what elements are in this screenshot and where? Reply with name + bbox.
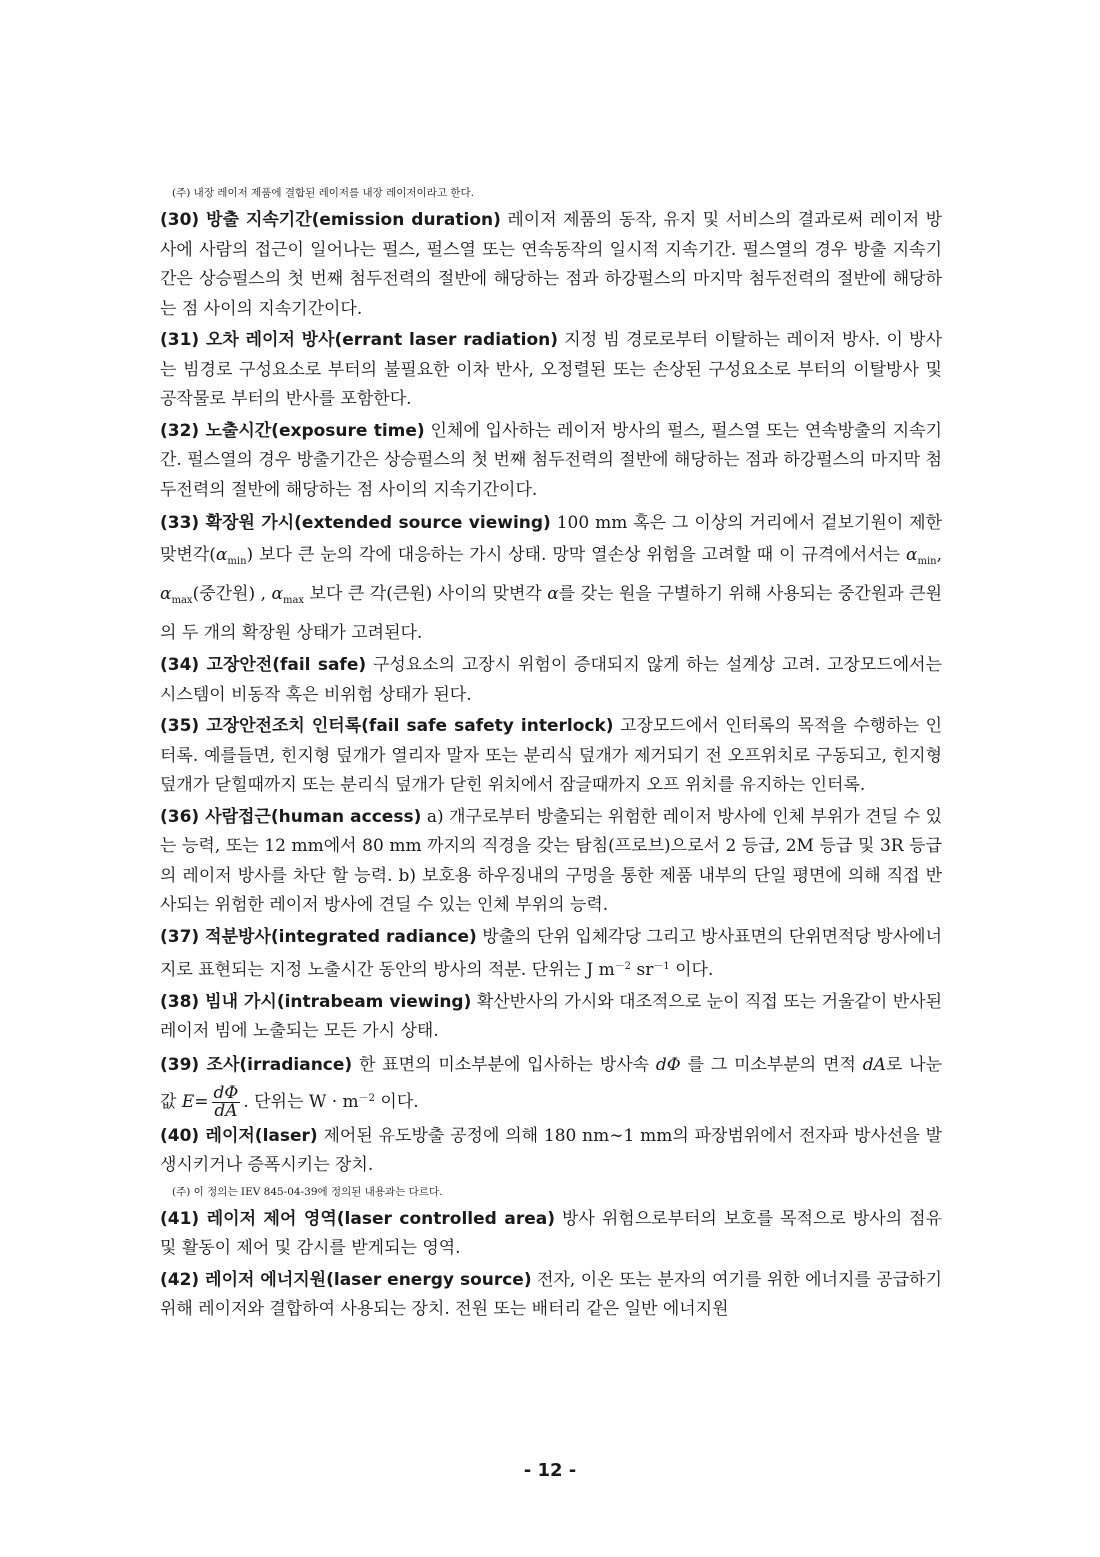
definition-33: [160, 507, 942, 649]
definition-head: (42) 레이저 에너지원(laser energy source): [160, 1269, 532, 1290]
definition-32: [160, 417, 942, 506]
definition-body: 고장모드에서 인터록의 목적을 수행하는 인터록. 예를들면, 힌지형 덮개가 열리자 말자 또는 분리식 덮개가 제거되기 전 오프위치로 구동되고, 힌지형 덮개가 닫힐때까지 또는 분리식 덮개가 닫힌 위치에서 잠글때까지 오프 위치를 유지하는 인터록.: [160, 716, 942, 795]
definition-34: [160, 651, 942, 710]
definition-head: (40) 레이저(laser): [160, 1125, 318, 1146]
definition-body: 전자, 이온 또는 분자의 여기를 위한 에너지를 공급하기 위해 레이저와 결합하여 사용되는 장치. 전원 또는 배터리 같은 일반 에너지원: [160, 1269, 943, 1319]
exponent: －2: [614, 961, 632, 972]
definition-text: 방출의 단위 입체각당 그리고 방사표면의 단위면적당 방사에너지로 표현되는 지정 노출시간 동안의 방사의 적분. 단위는: [160, 926, 942, 980]
exponent: －1: [653, 961, 670, 972]
unit: W · m: [308, 1091, 359, 1112]
definition-body: 방사 위험으로부터의 보호를 목적으로 방사의 점유 및 활동이 제어 및 감시를 받게되는 영역.: [160, 1208, 942, 1258]
definition-text: 를 갖는 원을 구별하기 위해 사용되는 중간원과 큰원의 두 개의 확장원 상태가 고려된다.: [160, 584, 942, 643]
area-symbol: dA: [862, 1054, 886, 1075]
definition-body: 확산반사의 가시와 대조적으로 눈이 직접 또는 거울같이 반사된 레이저 빔에 노출되는 모든 가시 상태.: [160, 991, 942, 1041]
definition-37: [160, 923, 942, 986]
definition-head: (39) 조사(irradiance): [160, 1054, 353, 1075]
definition-text: 로 나눈 값: [160, 1054, 942, 1112]
subscript-min: min: [917, 556, 937, 567]
definition-head: (33) 확장원 가시(extended source viewing): [160, 513, 551, 533]
equals-sign: =: [194, 1091, 209, 1112]
fraction-denominator: dA: [214, 1100, 238, 1121]
definition-text: 를 그 미소부분의 면적: [680, 1054, 863, 1075]
definition-36: [160, 803, 942, 921]
definition-30: [160, 206, 942, 324]
subscript-max: max: [282, 595, 305, 606]
unit: J m: [586, 960, 615, 980]
subscript-max: max: [171, 595, 193, 606]
alpha-symbol: α: [215, 545, 228, 565]
definition-head: (37) 적분방사(integrated radiance): [160, 926, 477, 947]
definition-39: [160, 1049, 942, 1120]
irradiance-symbol: E: [181, 1091, 195, 1112]
definition-head: (36) 사람접근(human access): [160, 806, 422, 827]
page-number: - 12 -: [523, 1460, 577, 1481]
definition-text: 한 표면의 미소부분에 입사하는 방사속: [352, 1054, 656, 1075]
document-body: [160, 186, 942, 1327]
alpha-symbol: α: [160, 584, 172, 604]
definition-body: a) 개구로부터 방출되는 위험한 레이저 방사에 인체 부위가 견딜 수 있는 능력, 또는 12 mm에서 80 mm 까지의 직경을 갖는 탐침(프로브)으로서 2 등급, 2M 등급 및 3R 등급의 레이저 방사를 차단 할 능력. b) 보호용 하우징내의 구멍을 통한 제품 내부의 단일 평면에 의해 직접 반사되는 위험한 레이저 방사에 견딜 수 있는 인체 부위의 능력.: [160, 806, 942, 915]
radiant-flux-symbol: dΦ: [655, 1054, 681, 1075]
alpha-symbol: α: [547, 584, 559, 604]
definition-35: [160, 712, 942, 801]
definition-41: [160, 1205, 942, 1264]
definition-text: (중간원) ,: [192, 584, 272, 604]
definition-body: 인체에 입사하는 레이저 방사의 펄스, 펄스열 또는 연속방출의 지속기간. 펄스열의 경우 방출기간은 상승펄스의 첫 번째 첨두전력의 절반에 해당하는 점과 하강펄스의 마지막 첨두전력의 절반에 해당하는 점 사이의 지속기간이다.: [160, 420, 942, 500]
definition-head: (41) 레이저 제어 영역(laser controlled area): [160, 1208, 555, 1229]
note-iev: (주) 이 정의는 IEV 845-04-39에 정의된 내용과는 다르다.: [172, 1185, 443, 1198]
definition-head: (34) 고장안전(fail safe): [160, 655, 367, 675]
definition-text: 이다.: [375, 1091, 419, 1112]
definition-38: [160, 988, 942, 1047]
exponent: －2: [358, 1092, 375, 1104]
definition-head: (32) 노출시간(exposure time): [160, 420, 425, 441]
definition-42: [160, 1266, 942, 1325]
definition-head: (30) 방출 지속기간(emission duration): [160, 210, 501, 230]
definition-40: [160, 1122, 942, 1181]
definition-text: . 단위는: [243, 1091, 309, 1112]
definition-text: 이다.: [669, 960, 714, 980]
separator: ,: [936, 545, 942, 565]
definition-text: 보다 큰 각(큰원) 사이의 맞변각: [304, 584, 548, 604]
alpha-symbol: α: [905, 545, 918, 565]
fraction-numerator: dΦ: [213, 1082, 239, 1103]
definition-body: 제어된 유도방출 공정에 의해 180 nm∼1 mm의 파장범위에서 전자파 방사선을 발생시키거나 증폭시키는 장치.: [160, 1125, 942, 1175]
definition-body: 지정 빔 경로로부터 이탈하는 레이저 방사. 이 방사는 빔경로 구성요소로 부터의 불필요한 이차 반사, 오정렬된 또는 손상된 구성요소로 부터의 이탈방사 및 공작물로 부터의 반사를 포함한다.: [160, 330, 942, 409]
definition-body: 구성요소의 고장시 위험이 증대되지 않게 하는 설계상 고려. 고장모드에서는 시스템이 비동작 혹은 비위험 상태가 된다.: [160, 655, 942, 705]
definition-head: (35) 고장안전조치 인터록(fail safe safety interlock): [160, 716, 614, 736]
subscript-min: min: [227, 556, 247, 567]
definition-text: ) 보다 큰 눈의 각에 대응하는 가시 상태. 망막 열손상 위험을 고려할 때 이 규격에서서는: [246, 545, 906, 565]
irradiance-fraction: [212, 1082, 241, 1121]
definition-head: (31) 오차 레이저 방사(errant laser radiation): [160, 330, 558, 350]
definition-body: 레이저 제품의 동작, 유지 및 서비스의 결과로써 레이저 방사에 사람의 접근이 일어나는 펄스, 펄스열 또는 연속동작의 일시적 지속기간. 펄스열의 경우 방출 지속기간은 상승펄스의 첫 번째 첨두전력의 절반에 해당하는 점과 하강펄스의 마지막 첨두전력의 절반에 해당하는 점 사이의 지속기간이다.: [160, 210, 942, 319]
definition-text: 100 mm 혹은 그 이상의 거리에서 겉보기원이 제한 맞변각(: [160, 513, 943, 565]
definition-head: (38) 빔내 가시(intrabeam viewing): [160, 991, 472, 1012]
note-embedded-laser: (주) 내장 레이저 제품에 결합된 레이저를 내장 레이저이라고 한다.: [172, 187, 474, 199]
definition-31: [160, 326, 942, 415]
alpha-symbol: α: [271, 584, 283, 604]
unit: sr: [631, 960, 654, 980]
